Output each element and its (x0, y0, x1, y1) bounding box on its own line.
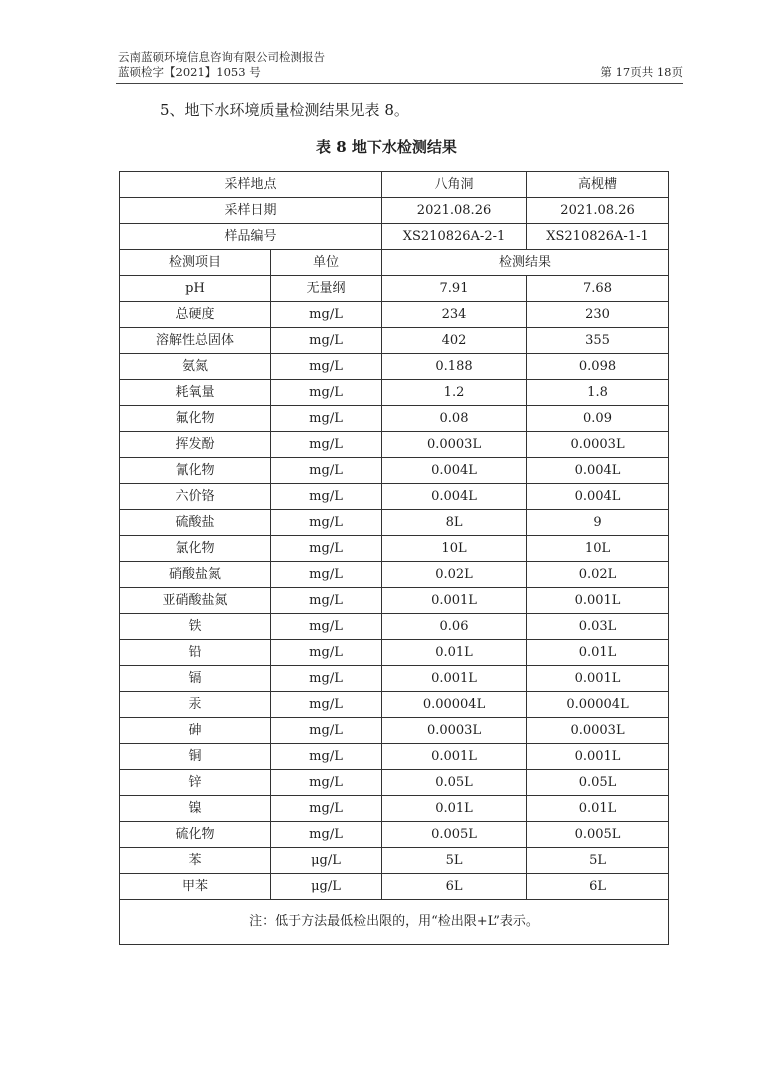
result-cell-site-2: 0.005L (527, 822, 669, 848)
result-cell-site-2: 5L (527, 848, 669, 874)
result-cell-site-2: 0.09 (527, 406, 669, 432)
result-cell-site-1: 0.001L (382, 744, 527, 770)
result-cell-site-2: 0.0003L (527, 718, 669, 744)
company-name: 云南蓝硕环境信息咨询有限公司检测报告 (118, 50, 325, 64)
item-cell: 溶解性总固体 (120, 328, 271, 354)
unit-cell: mg/L (271, 588, 382, 614)
unit-cell: mg/L (271, 406, 382, 432)
table-row (120, 276, 669, 302)
item-cell: 汞 (120, 692, 271, 718)
site-row (120, 172, 669, 198)
table-row (120, 744, 669, 770)
result-cell-site-2: 0.0003L (527, 432, 669, 458)
item-cell: 砷 (120, 718, 271, 744)
result-cell-site-2: 0.004L (527, 484, 669, 510)
result-cell-site-2: 9 (527, 510, 669, 536)
table-row (120, 328, 669, 354)
table-row (120, 874, 669, 900)
unit-cell: μg/L (271, 848, 382, 874)
unit-cell: mg/L (271, 328, 382, 354)
report-header (118, 50, 325, 80)
result-cell-site-1: 0.08 (382, 406, 527, 432)
item-cell: 镉 (120, 666, 271, 692)
result-header: 检测结果 (382, 250, 669, 276)
result-cell-site-1: 7.91 (382, 276, 527, 302)
result-cell-site-2: 0.01L (527, 796, 669, 822)
unit-cell: mg/L (271, 562, 382, 588)
unit-cell: mg/L (271, 536, 382, 562)
unit-cell: mg/L (271, 666, 382, 692)
sampling-site-label: 采样地点 (120, 172, 382, 198)
result-cell-site-1: 0.00004L (382, 692, 527, 718)
item-cell: 总硬度 (120, 302, 271, 328)
table-row (120, 718, 669, 744)
sample-id-row (120, 224, 669, 250)
item-cell: 六价铬 (120, 484, 271, 510)
sample-id-label: 样品编号 (120, 224, 382, 250)
result-cell-site-2: 7.68 (527, 276, 669, 302)
result-cell-site-1: 0.01L (382, 796, 527, 822)
unit-cell: mg/L (271, 354, 382, 380)
table-row (120, 640, 669, 666)
unit-cell: 无量纲 (271, 276, 382, 302)
item-cell: 锌 (120, 770, 271, 796)
result-cell-site-1: 10L (382, 536, 527, 562)
item-cell: 甲苯 (120, 874, 271, 900)
result-cell-site-2: 0.098 (527, 354, 669, 380)
unit-cell: mg/L (271, 380, 382, 406)
result-cell-site-2: 230 (527, 302, 669, 328)
item-cell: 氟化物 (120, 406, 271, 432)
table-row (120, 666, 669, 692)
result-cell-site-1: 0.001L (382, 666, 527, 692)
item-cell: 硝酸盐氮 (120, 562, 271, 588)
item-cell: 挥发酚 (120, 432, 271, 458)
table-row (120, 770, 669, 796)
result-cell-site-1: 8L (382, 510, 527, 536)
result-cell-site-1: 0.001L (382, 588, 527, 614)
result-cell-site-2: 0.001L (527, 744, 669, 770)
unit-cell: mg/L (271, 770, 382, 796)
item-cell: 铁 (120, 614, 271, 640)
groundwater-results-table (119, 171, 669, 945)
result-cell-site-1: 0.0003L (382, 718, 527, 744)
result-cell-site-2: 0.001L (527, 666, 669, 692)
item-cell: 硫化物 (120, 822, 271, 848)
table-row (120, 406, 669, 432)
table-row (120, 614, 669, 640)
item-cell: 苯 (120, 848, 271, 874)
unit-cell: mg/L (271, 796, 382, 822)
table-row (120, 536, 669, 562)
table-row (120, 432, 669, 458)
table-row (120, 588, 669, 614)
result-cell-site-1: 5L (382, 848, 527, 874)
item-cell: pH (120, 276, 271, 302)
table-row (120, 354, 669, 380)
result-cell-site-1: 0.188 (382, 354, 527, 380)
table-row (120, 484, 669, 510)
result-cell-site-2: 10L (527, 536, 669, 562)
table-row (120, 822, 669, 848)
unit-cell: mg/L (271, 432, 382, 458)
result-cell-site-1: 0.01L (382, 640, 527, 666)
result-cell-site-1: 0.06 (382, 614, 527, 640)
unit-cell: mg/L (271, 744, 382, 770)
unit-cell: μg/L (271, 874, 382, 900)
result-cell-site-2: 355 (527, 328, 669, 354)
item-cell: 铜 (120, 744, 271, 770)
result-cell-site-1: 402 (382, 328, 527, 354)
result-cell-site-1: 0.05L (382, 770, 527, 796)
date-2: 2021.08.26 (527, 198, 669, 224)
table-row (120, 380, 669, 406)
table-note: 注：低于方法最低检出限的，用“检出限+L”表示。 (120, 900, 669, 945)
result-cell-site-2: 6L (527, 874, 669, 900)
result-cell-site-1: 0.005L (382, 822, 527, 848)
header-divider (116, 83, 683, 84)
item-header: 检测项目 (120, 250, 271, 276)
item-cell: 硫酸盐 (120, 510, 271, 536)
table-caption: 表 8 地下水检测结果 (316, 138, 457, 156)
sampling-date-label: 采样日期 (120, 198, 382, 224)
unit-header: 单位 (271, 250, 382, 276)
unit-cell: mg/L (271, 302, 382, 328)
table-row (120, 510, 669, 536)
unit-cell: mg/L (271, 718, 382, 744)
table-row (120, 848, 669, 874)
table-row (120, 302, 669, 328)
result-cell-site-1: 0.004L (382, 484, 527, 510)
page-number: 第 17页共 18页 (600, 65, 683, 79)
site-2: 高枧槽 (527, 172, 669, 198)
column-header-row (120, 250, 669, 276)
item-cell: 镍 (120, 796, 271, 822)
result-cell-site-1: 0.02L (382, 562, 527, 588)
unit-cell: mg/L (271, 640, 382, 666)
table-row (120, 562, 669, 588)
result-cell-site-2: 0.02L (527, 562, 669, 588)
unit-cell: mg/L (271, 822, 382, 848)
unit-cell: mg/L (271, 484, 382, 510)
note-row (120, 900, 669, 945)
result-cell-site-2: 0.05L (527, 770, 669, 796)
result-cell-site-2: 1.8 (527, 380, 669, 406)
unit-cell: mg/L (271, 510, 382, 536)
date-row (120, 198, 669, 224)
result-cell-site-1: 0.004L (382, 458, 527, 484)
item-cell: 氰化物 (120, 458, 271, 484)
date-1: 2021.08.26 (382, 198, 527, 224)
result-cell-site-1: 0.0003L (382, 432, 527, 458)
sample-id-1: XS210826A-2-1 (382, 224, 527, 250)
item-cell: 亚硝酸盐氮 (120, 588, 271, 614)
result-cell-site-1: 1.2 (382, 380, 527, 406)
result-cell-site-2: 0.001L (527, 588, 669, 614)
item-cell: 氨氮 (120, 354, 271, 380)
table-row (120, 458, 669, 484)
sample-id-2: XS210826A-1-1 (527, 224, 669, 250)
result-cell-site-2: 0.03L (527, 614, 669, 640)
table-row (120, 692, 669, 718)
result-cell-site-2: 0.01L (527, 640, 669, 666)
item-cell: 氯化物 (120, 536, 271, 562)
intro-paragraph: 5、地下水环境质量检测结果见表 8。 (160, 101, 409, 119)
table-row (120, 796, 669, 822)
site-1: 八角洞 (382, 172, 527, 198)
unit-cell: mg/L (271, 458, 382, 484)
result-cell-site-2: 0.004L (527, 458, 669, 484)
item-cell: 铅 (120, 640, 271, 666)
report-number: 蓝硕检字【2021】1053 号 (118, 65, 261, 79)
unit-cell: mg/L (271, 614, 382, 640)
result-cell-site-1: 6L (382, 874, 527, 900)
item-cell: 耗氧量 (120, 380, 271, 406)
unit-cell: mg/L (271, 692, 382, 718)
result-cell-site-1: 234 (382, 302, 527, 328)
result-cell-site-2: 0.00004L (527, 692, 669, 718)
